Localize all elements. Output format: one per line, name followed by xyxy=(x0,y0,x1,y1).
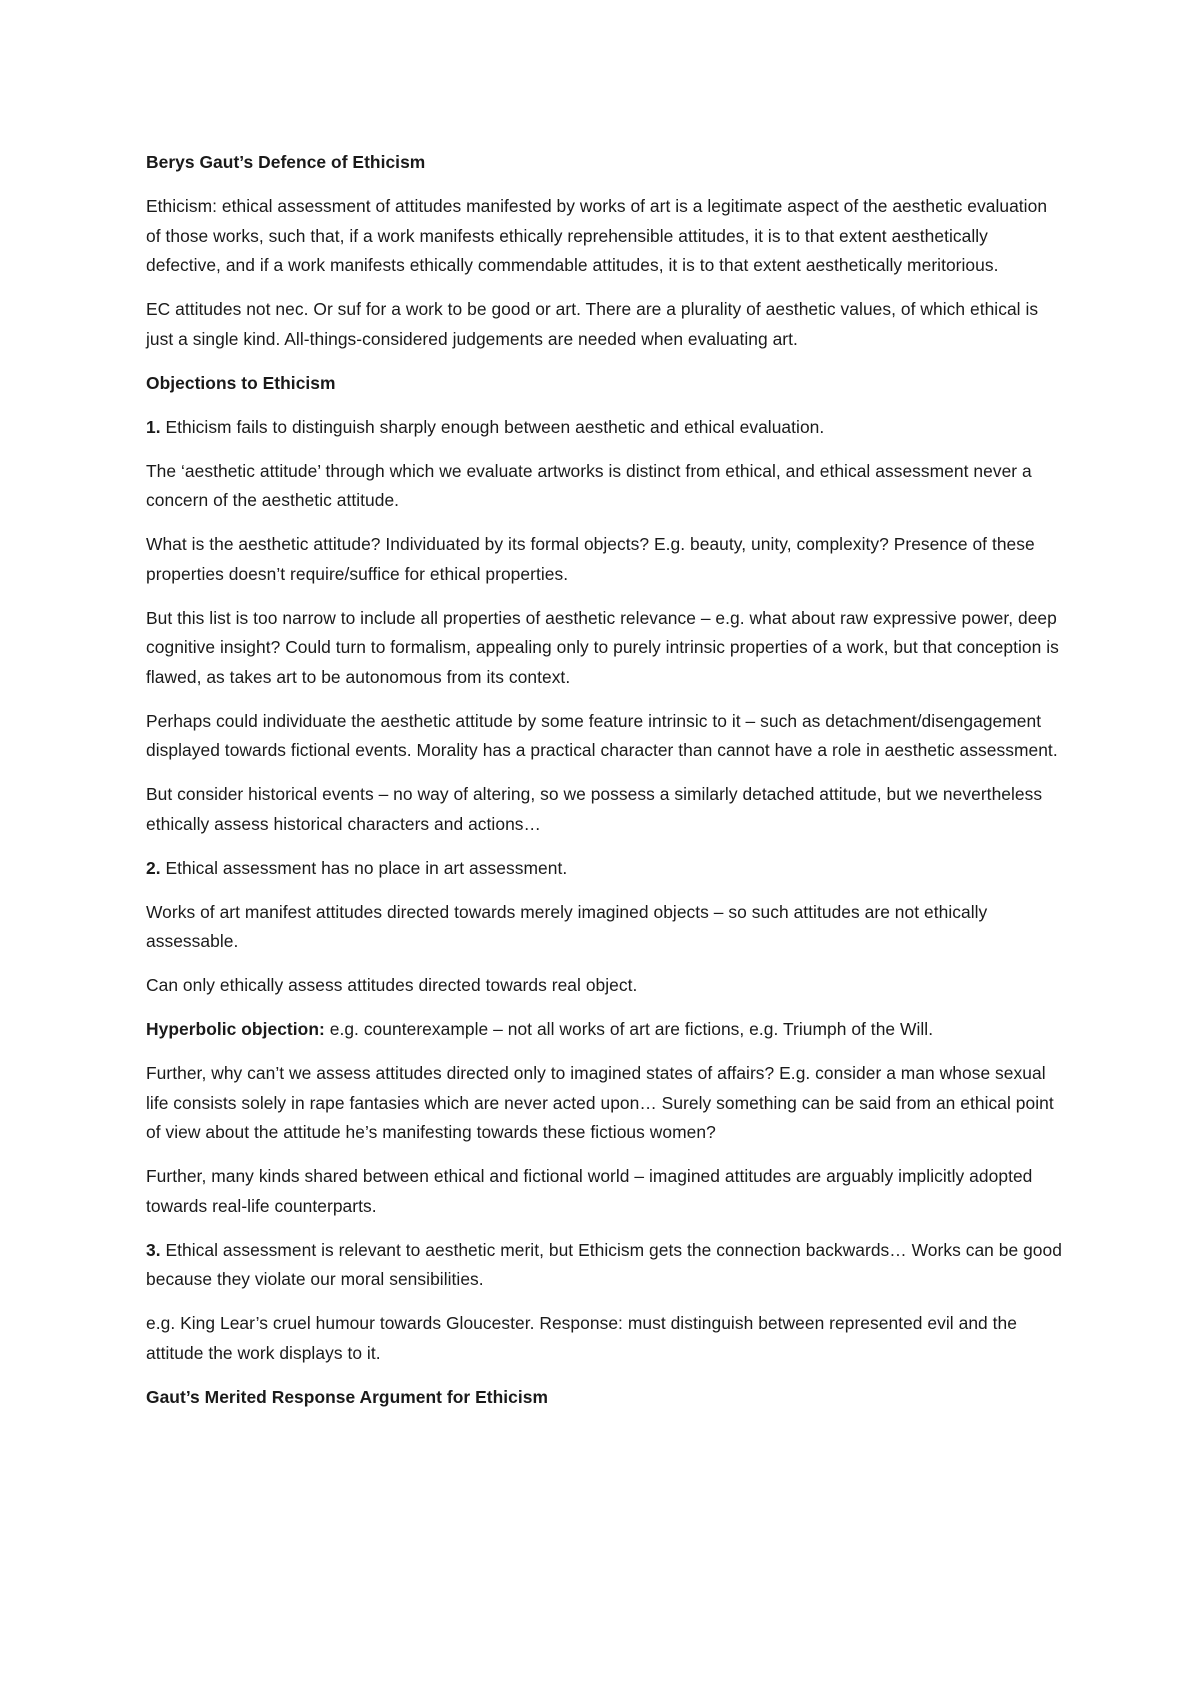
paragraph-imagined-states: Further, why can’t we assess attitudes directed only to imagined states of affairs? E.g. consider a man whose sexual life consists solely in rape fantasies which are never acted upon… Surely something can be said from an ethical point of view about the attitude he’s manifesting towards these fictious women? xyxy=(146,1063,1054,1142)
objection-2-text: Ethical assessment has no place in art assessment. xyxy=(160,857,568,878)
document-title: Berys Gaut’s Defence of Ethicism xyxy=(146,152,426,172)
paragraph-historical-events: But consider historical events – no way of altering, so we possess a similarly detached attitude, but we nevertheless ethically assess historical characters and actions… xyxy=(146,784,1043,834)
heading-merited-response: Gaut’s Merited Response Argument for Ethicism xyxy=(146,1386,548,1407)
paragraph-imagined-objects: Works of art manifest attitudes directed towards merely imagined objects – so such attitudes are not ethically assessable. xyxy=(146,901,988,951)
objection-2-number: 2. xyxy=(146,857,161,878)
objection-2 xyxy=(146,854,1066,884)
hyperbolic-objection-text: e.g. counterexample – not all works of art are fictions, e.g. Triumph of the Will. xyxy=(324,1019,934,1039)
hyperbolic-objection-label: Hyperbolic objection: xyxy=(146,1019,325,1039)
paragraph-formal-objects: What is the aesthetic attitude? Individuated by its formal objects? E.g. beauty, unity, complexity? Presence of these properties doesn’t require/suffice for ethical properties. xyxy=(146,534,1035,584)
objection-3-text: Ethical assessment is relevant to aesthetic merit, but Ethicism gets the connection backwards… Works can be good because they violate our moral sensibilities. xyxy=(146,1239,1062,1289)
objection-3-number: 3. xyxy=(146,1239,161,1260)
paragraph-aesthetic-attitude: The ‘aesthetic attitude’ through which we evaluate artworks is distinct from ethical, and ethical assessment never a concern of the aesthetic attitude. xyxy=(146,460,1032,510)
objection-1-text: Ethicism fails to distinguish sharply enough between aesthetic and ethical evaluation. xyxy=(160,416,825,437)
paragraph-real-object: Can only ethically assess attitudes directed towards real object. xyxy=(146,975,638,995)
paragraph-ethicism-definition: Ethicism: ethical assessment of attitudes manifested by works of art is a legitimate aspect of the aesthetic evaluation of those works, such that, if a work manifests ethically reprehensible attitudes, it is to that extent aesthetically defective, and if a work manifests ethically commendable attitudes, it is to that extent aesthetically meritorious. xyxy=(146,196,1048,275)
objection-3 xyxy=(146,1236,1066,1295)
heading-objections: Objections to Ethicism xyxy=(146,372,336,393)
objection-1 xyxy=(146,413,1066,443)
objection-1-number: 1. xyxy=(146,416,161,437)
hyperbolic-objection xyxy=(146,1015,1066,1045)
document-page xyxy=(146,148,1066,1427)
paragraph-ec-attitudes: EC attitudes not nec. Or suf for a work to be good or art. There are a plurality of aesthetic values, of which ethical is just a single kind. All-things-considered judgements are needed when evaluating art. xyxy=(146,299,1039,349)
paragraph-list-too-narrow: But this list is too narrow to include all properties of aesthetic relevance – e.g. what about raw expressive power, deep cognitive insight? Could turn to formalism, appealing only to purely intrinsic properties of a work, but that conception is flawed, as takes art to be autonomous from its context. xyxy=(146,607,1059,687)
paragraph-king-lear: e.g. King Lear’s cruel humour towards Gloucester. Response: must distinguish between represented evil and the attitude the work displays to it. xyxy=(146,1313,1017,1363)
paragraph-detachment: Perhaps could individuate the aesthetic attitude by some feature intrinsic to it – such as detachment/disengagement displayed towards fictional events. Morality has a practical character than cannot have a role in aesthetic assessment. xyxy=(146,710,1058,760)
paragraph-shared-kinds: Further, many kinds shared between ethical and fictional world – imagined attitudes are arguably implicitly adopted towards real-life counterparts. xyxy=(146,1166,1033,1216)
